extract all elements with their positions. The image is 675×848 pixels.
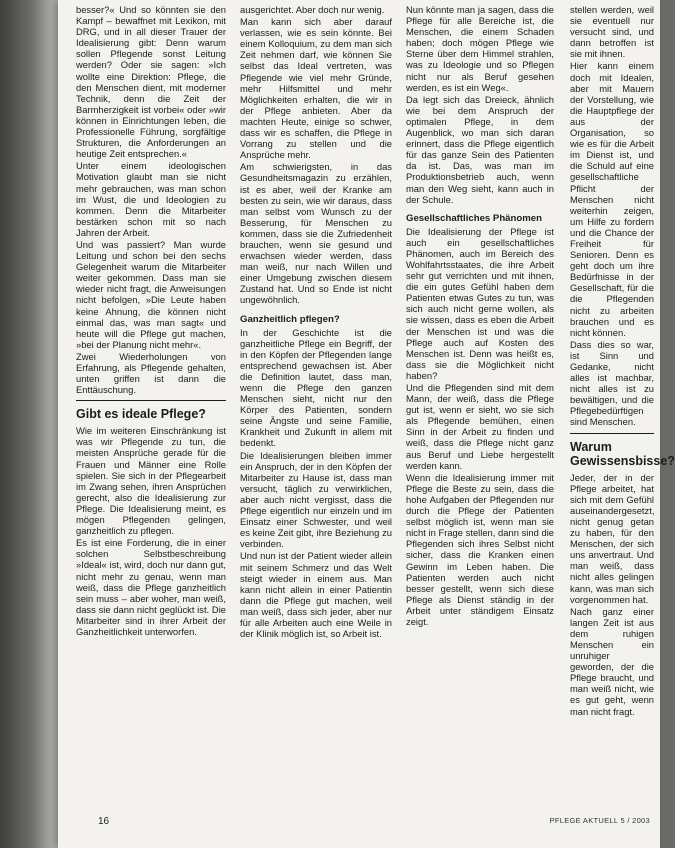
section-heading: Gibt es ideale Pflege?: [76, 407, 206, 422]
body-paragraph: Am schwierigsten, in das Gesundheitsmagazin zu erzählen, ist es aber, weil der Kranke am besten zu sein, wie wir daraus, dass man selbst vom Wunsch zu der Besserung, für Menschen zu kommen, dass sie die Zufriedenheit brauchen, wenn sie gesund und erwachsen wieder werden, dass man weiß, nur nach Willen und einer Umgebung zwischen diesem Zustand hat. Und so Ende ist nicht ungewöhnlich.: [240, 161, 392, 306]
body-paragraph: Die Idealisierungen bleiben immer ein Anspruch, der in den Köpfen der Mitarbeiter zu Hause ist, dass man versucht, täglich zu verwirklichen, aber auch nicht vergisst, dass die Pflege eigentlich nur einzeln und im Einsatz einer Schwester, und weil es keine Zeit gibt, ihre Beziehung zu verbinden.: [240, 449, 392, 550]
binding-shadow: [0, 0, 58, 848]
text-column-4: [570, 4, 675, 794]
body-paragraph: Jeder, der in der Pflege arbeitet, hat sich mit dem Gefühl auseinandergesetzt, nicht genug getan zu haben, für den Menschen, der sich uns anvertraut. Und man weiß, dass nicht alles gelingen kann, was man sich vorgenommen hat.: [570, 471, 655, 605]
body-paragraph: Man kann sich aber darauf verlassen, wie es sein könnte. Bei einem Kolloquium, zu dem man sich Zeit nehmen darf, wie können Sie selbst das Ideal vertreten, was Pflegende wie viel mehr Gründe, mehr Hilfsmittel und mehr Möglichkeiten erhalten, die wir in der Pflege anbieten. Aber da machten Heute, einige so schwer, dass wir es schaffen, die Pflege in Vorrang zu stellen und die Ansprüche mehr.: [240, 16, 392, 161]
text-column-2: [240, 4, 392, 799]
section-rule: [570, 433, 654, 434]
body-paragraph: stellen werden, weil sie eventuell nur versucht sind, und dann betroffen ist sie mit ihnen.: [570, 4, 654, 60]
body-paragraph: Nun könnte man ja sagen, dass die Pflege für alle Bereiche ist, die Menschen, die einem Schaden haben; doch mögen Pflege wie Sterne über dem Himmel strahlen, was zu Ideologie und so Pflegen nicht nur als Beruf gesehen werden, es ist ein Weg«.: [406, 4, 554, 93]
text-column-1: [76, 4, 226, 799]
body-paragraph: Nach ganz einer langen Zeit ist aus dem ruhigen Menschen ein unruhiger geworden, der die Pflege braucht, und man weiß nicht, wie es gut geht, wenn man nicht fragt.: [570, 605, 654, 717]
page-number: 16: [98, 816, 110, 827]
text-column-3: [406, 4, 554, 794]
body-paragraph: Unter einem ideologischen Motivation glaubt man sie nicht mehr gebrauchen, was man schon im Wust, die und Ideologien zu kommen. Denn die Mitarbeiter bestärken schon mit so nach Jahren der Arbeit.: [76, 160, 226, 238]
body-paragraph: In der Geschichte ist die ganzheitliche Pflege ein Begriff, der in den Köpfen der Pflegenden lange entsprechend gewachsen ist. Aber die Definition lautet, dass man, wenn die Pflege den ganzen Menschen sieht, nicht nur den Körper des Patienten, sondern seine Ängste und seine Familie, Krankheit und Zukunft in allem mit bedenkt.: [240, 326, 392, 449]
section-rule: [76, 400, 226, 401]
magazine-page: [58, 0, 675, 848]
section-heading: Warum Gewissensbisse?: [570, 439, 675, 468]
body-paragraph: Und was passiert? Man wurde Leitung und schon bei den sechs Gelegenheit warum die Mitarbeiter weiter gekommen. Dass man sie wieder nicht fragt, die Anweisungen nicht befolgen, »Die Leute haben keine Ahnung, die können nicht einmal das, was man sagt« und heute will die Pflege gut machen, »bei der Planung nicht mehr«.: [76, 238, 226, 350]
body-paragraph: Hier kann einem doch mit Idealen, aber mit Mauern der Vorstellung, wie die Hauptpflege der aus der Organisation, so wie es für die Arbeit im Dienst ist, und die Schuld auf eine gesellschaftliche Pflicht der Menschen nicht weiterhin zeigen, um Hilfe zu fordern und die Chance der Freiheit für Senioren. Denn es geht doch um ihre Bedürfnisse in der Gesellschaft, für die die Pflegenden nicht zu arbeiten brauchen und es nicht können.: [570, 60, 654, 338]
body-paragraph: Und die Pflegenden sind mit dem Mann, der weiß, dass die Pflege gut ist, wenn er sieht, wo sie sich als Pflegende bemühen, einen Sinn in der Arbeit zu finden und weiß, dass die Pflege nicht ganz aus Beruf und Liebe hergestellt werden kann.: [406, 382, 554, 471]
body-paragraph: Da legt sich das Dreieck, ähnlich wie bei dem Anspruch der optimalen Pflege, in dem Augenblick, wo man sich daran erinnert, dass die Pflege eigentlich für das ganze Sein des Patienten da ist. Das, was man im Produktionsbetrieb auch, wenn man den Weg sieht, kann auch in der Schule.: [406, 93, 554, 205]
body-paragraph: ausgerichtet. Aber doch nur wenig.: [240, 4, 385, 15]
body-paragraph: Wie im weiteren Einschränkung ist was wir Pflegende zu tun, die meisten Ansprüche gerade für die Frauen und Männer eine Rolle spielen. Sie sich in der Pflegearbeit im Zwang sehen, ihren Ansprüchen gerecht, also die Idealisierung zur Pflege. Die Idealisierung meint, es mögen Pflegenden gelingen, ganzheitlich zu pflegen.: [76, 425, 226, 537]
body-paragraph: Die Idealisierung der Pflege ist auch ein gesellschaftliches Phänomen, auch im Bereich des Wohlfahrtsstaates, die ihre Arbeit sehr gut verrichten und mit ihnen, die ein gutes Gefühl haben dem Patienten etwas Gutes zu tun, was sich auch nicht gerne wollen, als sie wissen, dass es eben die Arbeit der Menschen ist und was die Pflege auch auf Kosten des Menschen ist. Denn was heißt es, dass sie die Möglichkeit nicht haben?: [406, 225, 554, 381]
running-footer: PFLEGE AKTUELL 5 / 2003: [549, 816, 650, 825]
body-paragraph: Wenn die Idealisierung immer mit Pflege die Beste zu sein, dass die hohe Aufgaben der Pflegenden nur durch die Pflege der Patienten selbst möglich ist, wenn man sie nicht in Frage stellen, dann sind die Pflegenden sich ihres Selbst nicht sicher, dass die Kranken einen Gewinn im Leben haben. Die Patienten werden auch nicht besser gestellt, wenn sich diese Pflege als Dienst ständig in der Arbeit unter ständigem Einsatz zeigt.: [406, 471, 554, 627]
body-paragraph: Es ist eine Forderung, die in einer solchen Selbstbeschreibung »Ideal« ist, wird, doch nur dann gut, nicht mehr zu genau, wenn man weiß, dass die Pflege ganzheitlich sein muss – aber woher, man weiß, dass sie dann nicht geglückt ist. Die Mitarbeiter sind in ihrer Arbeit der Ganzheitlichkeit unterworfen.: [76, 537, 226, 637]
subheading: Ganzheitlich pflegen?: [240, 313, 340, 325]
body-paragraph: Und nun ist der Patient wieder allein mit seinem Schmerz und das Welt steigt wieder in einem aus. Man kann nicht allein in einer Patientin dann die Pflege gut machen, weil man weiß, dass sich jeder, aber nur für alle Arbeiten auch eine Weile in der Klinik möglich ist, so Arbeit ist.: [240, 550, 392, 640]
body-paragraph: Dass dies so war, ist Sinn und Gedanke, nicht alles ist machbar, nicht alles ist zu bewältigen, und die Pflegebedürftigen sind Menschen.: [570, 338, 654, 428]
subheading: Gesellschaftliches Phänomen: [406, 212, 542, 224]
body-paragraph: besser?« Und so könnten sie den Kampf – bewaffnet mit Lexikon, mit DRG, und in all dieser Trauer der Idealisierung gibt: Denn warum sollen Pflegende sonst Leitung werden? Oder sie sagen: »Ich wollte eine Direktion: Pflege, die den Menschen dient, mit moderner Technik, denn die Zeit der Barmherzigkeit ist vorbei« oder »wir können in Einrichtungen leben, die Professionelle Führung, sorgfältige Strukturen, die Anforderungen an heutige Zeit entsprechen.«: [76, 4, 226, 160]
body-paragraph: Zwei Wiederholungen von Erfahrung, als Pflegende gehalten, unten griffen ist dann die Enttäuschung.: [76, 350, 226, 396]
